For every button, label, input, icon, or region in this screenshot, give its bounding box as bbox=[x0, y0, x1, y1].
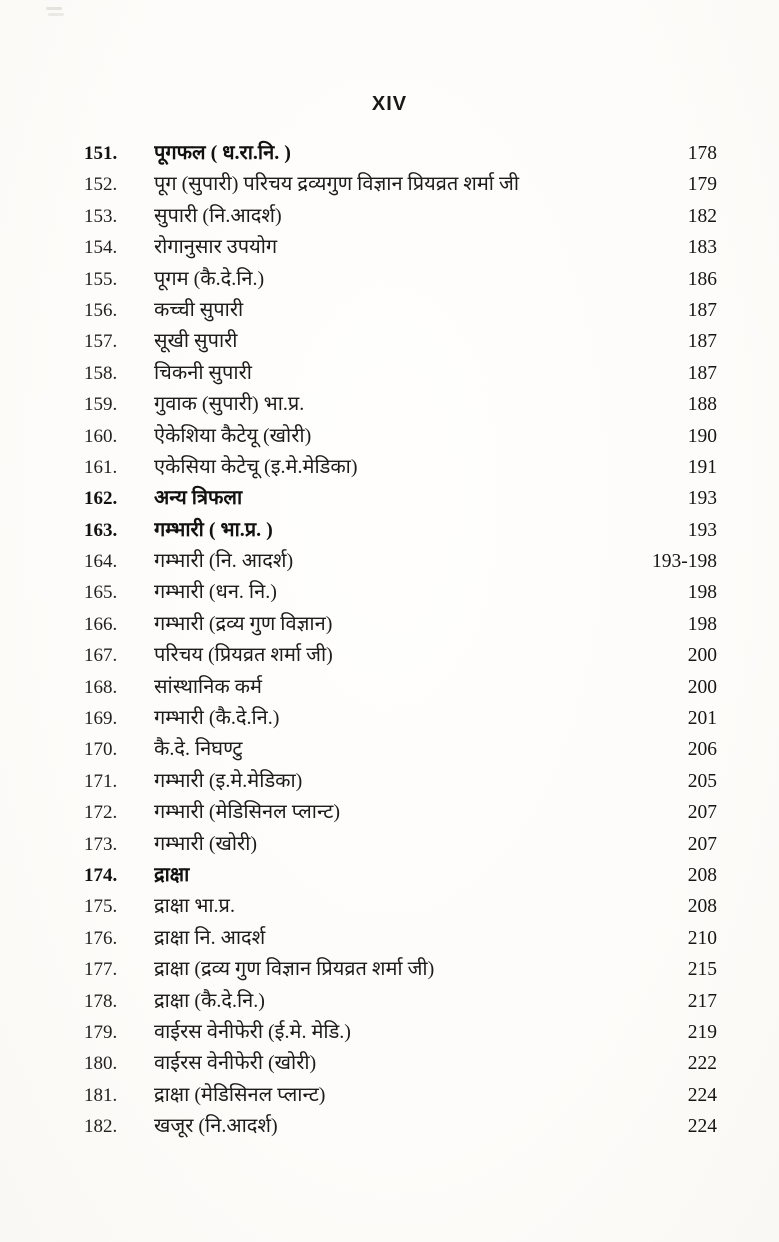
toc-entry-number: 153. bbox=[84, 205, 118, 227]
toc-row bbox=[84, 326, 717, 357]
toc-entry-page: 193-198 bbox=[652, 551, 717, 573]
toc-entry-page: 187 bbox=[687, 331, 717, 353]
toc-entry-page: 205 bbox=[687, 770, 717, 792]
toc-row bbox=[84, 169, 717, 200]
toc-entry-page: 187 bbox=[687, 299, 717, 321]
toc-entry-page: 208 bbox=[687, 896, 717, 918]
toc-entry-number: 179. bbox=[84, 1021, 118, 1043]
toc-row bbox=[84, 860, 717, 891]
toc-entry-title: एकेसिया केटेचू (इ.मे.मेडिका) bbox=[154, 455, 358, 478]
toc-entry-page: 224 bbox=[687, 1084, 717, 1106]
toc-entry-title: परिचय (प्रियव्रत शर्मा जी) bbox=[154, 644, 333, 667]
toc-entry-title: वाईरस वेनीफेरी (खोरी) bbox=[154, 1052, 317, 1075]
table-of-contents bbox=[84, 138, 717, 1143]
toc-entry-title: गम्भारी (इ.मे.मेडिका) bbox=[154, 769, 303, 792]
toc-entry-page: 178 bbox=[687, 143, 717, 164]
toc-entry-page: 207 bbox=[687, 833, 717, 855]
toc-entry-number: 161. bbox=[84, 456, 118, 478]
toc-row bbox=[84, 452, 717, 483]
toc-entry-page: 208 bbox=[687, 864, 717, 886]
toc-entry-page: 190 bbox=[687, 425, 717, 447]
toc-entry-number: 165. bbox=[84, 582, 118, 604]
toc-entry-title: गम्भारी (धन. नि.) bbox=[154, 581, 277, 604]
toc-entry-number: 177. bbox=[84, 959, 118, 981]
toc-entry-title: गम्भारी (कै.दे.नि.) bbox=[154, 707, 280, 730]
toc-entry-page: 215 bbox=[687, 959, 717, 981]
toc-entry-number: 152. bbox=[84, 174, 118, 196]
toc-entry-number: 169. bbox=[84, 708, 118, 730]
toc-row bbox=[84, 546, 717, 577]
toc-entry-title: द्राक्षा नि. आदर्श bbox=[154, 926, 266, 949]
toc-entry-number: 157. bbox=[84, 331, 118, 353]
toc-row bbox=[84, 923, 717, 954]
toc-entry-number: 167. bbox=[84, 645, 118, 667]
toc-row bbox=[84, 577, 717, 608]
toc-entry-title: गम्भारी ( भा.प्र. ) bbox=[154, 518, 273, 541]
toc-entry-number: 178. bbox=[84, 990, 118, 1012]
toc-entry-page: 186 bbox=[687, 268, 717, 290]
toc-row bbox=[84, 954, 717, 985]
toc-entry-number: 175. bbox=[84, 896, 118, 918]
toc-entry-title: रोगानुसार उपयोग bbox=[154, 236, 278, 259]
toc-row bbox=[84, 358, 717, 389]
toc-entry-page: 201 bbox=[687, 708, 717, 730]
toc-entry-number: 176. bbox=[84, 927, 118, 949]
toc-row bbox=[84, 1048, 717, 1079]
toc-entry-title: गम्भारी (द्रव्य गुण विज्ञान) bbox=[154, 612, 333, 635]
toc-entry-title: ऐकेशिया कैटेयू (खोरी) bbox=[154, 424, 312, 447]
toc-entry-page: 207 bbox=[687, 802, 717, 824]
toc-entry-title: कै.दे. निघण्टु bbox=[154, 738, 243, 761]
toc-entry-title: सांस्थानिक कर्म bbox=[154, 675, 262, 698]
toc-entry-page: 198 bbox=[687, 613, 717, 635]
toc-row bbox=[84, 201, 717, 232]
toc-row bbox=[84, 389, 717, 420]
toc-entry-title: गुवाक (सुपारी) भा.प्र. bbox=[154, 393, 305, 416]
toc-entry-page: 193 bbox=[687, 519, 717, 541]
toc-entry-number: 158. bbox=[84, 362, 118, 384]
toc-row bbox=[84, 483, 717, 514]
toc-row bbox=[84, 703, 717, 734]
toc-entry-number: 151. bbox=[84, 143, 118, 164]
toc-entry-title: सूखी सुपारी bbox=[154, 330, 238, 353]
toc-entry-number: 166. bbox=[84, 613, 118, 635]
toc-entry-title: द्राक्षा (कै.दे.नि.) bbox=[154, 989, 265, 1012]
toc-row bbox=[84, 295, 717, 326]
toc-entry-number: 160. bbox=[84, 425, 118, 447]
toc-entry-page: 188 bbox=[687, 394, 717, 416]
toc-entry-number: 181. bbox=[84, 1084, 118, 1106]
toc-entry-title: गम्भारी (मेडिसिनल प्लान्ट) bbox=[154, 801, 341, 824]
toc-row bbox=[84, 766, 717, 797]
toc-entry-page: 191 bbox=[687, 456, 717, 478]
toc-entry-title: अन्य त्रिफला bbox=[154, 487, 243, 510]
toc-row bbox=[84, 734, 717, 765]
toc-entry-page: 200 bbox=[687, 676, 717, 698]
toc-entry-page: 206 bbox=[687, 739, 717, 761]
toc-row bbox=[84, 640, 717, 671]
toc-entry-number: 154. bbox=[84, 237, 118, 259]
toc-row bbox=[84, 829, 717, 860]
toc-entry-title: चिकनी सुपारी bbox=[154, 361, 252, 384]
toc-row bbox=[84, 672, 717, 703]
toc-row bbox=[84, 515, 717, 546]
toc-entry-number: 172. bbox=[84, 802, 118, 824]
toc-entry-page: 200 bbox=[687, 645, 717, 667]
toc-entry-number: 156. bbox=[84, 299, 118, 321]
toc-entry-number: 155. bbox=[84, 268, 118, 290]
toc-row bbox=[84, 986, 717, 1017]
toc-entry-title: द्राक्षा bbox=[154, 863, 190, 886]
toc-entry-title: कच्ची सुपारी bbox=[154, 298, 244, 321]
toc-entry-title: खजूर (नि.आदर्श) bbox=[154, 1115, 278, 1138]
toc-entry-title: सुपारी (नि.आदर्श) bbox=[154, 204, 282, 227]
toc-entry-number: 182. bbox=[84, 1116, 118, 1138]
toc-entry-number: 170. bbox=[84, 739, 118, 761]
toc-entry-title: द्राक्षा (द्रव्य गुण विज्ञान प्रियव्रत शर्मा जी) bbox=[154, 958, 435, 981]
toc-entry-title: गम्भारी (नि. आदर्श) bbox=[154, 550, 294, 573]
toc-entry-page: 217 bbox=[687, 990, 717, 1012]
toc-entry-page: 187 bbox=[687, 362, 717, 384]
toc-entry-number: 171. bbox=[84, 770, 118, 792]
toc-row bbox=[84, 1080, 717, 1111]
toc-entry-page: 210 bbox=[687, 927, 717, 949]
toc-entry-number: 173. bbox=[84, 833, 118, 855]
scan-smudge bbox=[46, 7, 62, 10]
toc-row bbox=[84, 232, 717, 263]
toc-entry-title: वाईरस वेनीफेरी (ई.मे. मेडि.) bbox=[154, 1020, 351, 1043]
toc-entry-page: 193 bbox=[687, 488, 717, 510]
toc-entry-page: 182 bbox=[687, 205, 717, 227]
toc-entry-number: 162. bbox=[84, 488, 118, 510]
toc-row bbox=[84, 1111, 717, 1142]
toc-row bbox=[84, 421, 717, 452]
toc-row bbox=[84, 264, 717, 295]
toc-entry-title: द्राक्षा (मेडिसिनल प्लान्ट) bbox=[154, 1083, 326, 1106]
toc-entry-title: द्राक्षा भा.प्र. bbox=[154, 895, 235, 918]
toc-entry-page: 219 bbox=[687, 1021, 717, 1043]
toc-entry-page: 222 bbox=[687, 1053, 717, 1075]
toc-row bbox=[84, 1017, 717, 1048]
toc-entry-number: 168. bbox=[84, 676, 118, 698]
toc-row bbox=[84, 797, 717, 828]
toc-row bbox=[84, 138, 717, 169]
toc-entry-title: गम्भारी (खोरी) bbox=[154, 832, 258, 855]
toc-entry-number: 159. bbox=[84, 394, 118, 416]
toc-entry-page: 198 bbox=[687, 582, 717, 604]
toc-entry-page: 224 bbox=[687, 1116, 717, 1138]
toc-row bbox=[84, 891, 717, 922]
toc-entry-number: 163. bbox=[84, 519, 118, 541]
toc-entry-page: 183 bbox=[687, 237, 717, 259]
toc-entry-title: पूगम (कै.दे.नि.) bbox=[154, 267, 265, 290]
toc-entry-title: पूगफल ( ध.रा.नि. ) bbox=[154, 142, 291, 164]
toc-row bbox=[84, 609, 717, 640]
toc-entry-number: 164. bbox=[84, 551, 118, 573]
toc-entry-title: पूग (सुपारी) परिचय द्रव्यगुण विज्ञान प्रियव्रत शर्मा जी bbox=[154, 173, 519, 196]
toc-entry-number: 174. bbox=[84, 864, 118, 886]
toc-entry-page: 179 bbox=[687, 174, 717, 196]
page-number-roman: XIV bbox=[371, 93, 408, 115]
toc-entry-number: 180. bbox=[84, 1053, 118, 1075]
